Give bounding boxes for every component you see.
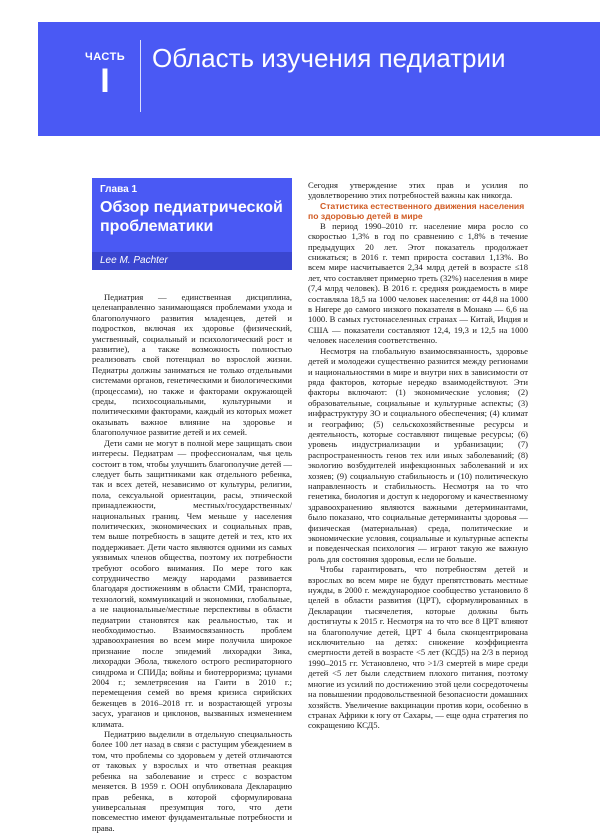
body-paragraph-continued: Сегодня утверждение этих прав и усилия по удовлетворению этих потребностей важны как никогда.: [308, 180, 528, 201]
chapter-author: Lee M. Pachter: [100, 255, 168, 266]
chapter-number: Глава 1: [100, 184, 138, 195]
right-column: [308, 180, 528, 731]
chapter-title: Обзор педиатрической проблематики: [100, 199, 283, 235]
part-number: I: [100, 62, 110, 100]
banner-divider: [140, 40, 141, 112]
part-title: Область изучения педиатрии: [152, 43, 506, 73]
body-paragraph: Несмотря на глобальную взаимосвязанность, здоровье детей и молодежи существенно разнится между регионами и национальностями в мире и внутри них в зависимости от ряда факторов, которые нередко взаимодействуют. Эти факторы включают: (1) экономические условия; (2) образовательные, социальные и культурные аспекты; (3) инфраструктуру ЗО и социального обеспечения; (4) климат и географию; (5) сельскохозяйственные ресурсы и деятельность, которые составляют пищевые ресурсы; (6) уровень индустриализации и урбанизации; (7) распространенность генов тех или иных заболеваний; (8) экологию возбудителей инфекционных заболеваний и их хозяев; (9) социальную стабильность и (10) политическую направленность и стабильность. Несмотря на то что генетика, биология и доступ к недорогому и качественному здравоохранению являются важными детерминантами, было показано, что социальные детерминанты здоровья — физическая (материальная) среда, политические и экономические условия, социальные и культурные аспекты и поведенческая психология — играют такую же важную роль для состояния здоровья, если не больше.: [308, 345, 528, 564]
section-heading: Статистика естественного движения населения по здоровью детей в мире: [308, 200, 525, 221]
body-paragraph: Педиатрию выделили в отдельную специальность более 100 лет назад в связи с растущим убеждением в том, что проблемы со здоровьем у детей отличаются от таковых у взрослых и что ответная реакция ребенка на заболевание и стресс с возрастом меняется. В 1959 г. ООН опубликовала Декларацию прав ребенка, в которой сформулирована универсальная презумпция того, что дети повсеместно имеют фундаментальные потребности и права.: [92, 729, 292, 833]
part-label: ЧАСТЬ: [85, 51, 126, 63]
chapter-author-bar: [92, 252, 292, 270]
left-column: [92, 292, 292, 833]
body-paragraph: В период 1990–2010 гг. население мира росло со скоростью 1,3% в год по сравнению с 1,8% в течение предыдущих 20 лет. Этот показатель продолжает снижаться; в 2016 г. темп прироста составил 1,13%. Во всем мире насчитывается 2,34 млрд детей в возрасте ≤18 лет, что составляет примерно треть (32%) населения в мире (7,4 млрд человек). В 2016 г. средняя рождаемость в мире составляла 18,5 на 1000 человек населения: от 44,8 на 1000 в Нигере до самого низкого показателя в Монако — 6,6 на 1000. В самых густонаселенных странах — Китай, Индия и США — показатели составляют 12,4, 19,3 и 12,5 на 1000 человек населения соответственно.: [308, 220, 528, 346]
body-paragraph: Педиатрия — единственная дисциплина, целенаправленно занимающаяся проблемами ухода и благополучного развития младенцев, детей и подростков, включая их здоровье (физический, умственный, социальный и психологический рост и развитие), а также возможность полностью реализовать свой потенциал во взрослой жизни. Педиатры должны заниматься не только отдельными системами органов, генетическими и биологическими (процессами), но также и факторами окружающей среды, психосоциальными, культурными и политическими факторами, каждый из которых может оказывать важное влияние на здоровье и благополучное развитие детей и их семей.: [92, 292, 292, 438]
body-paragraph: Дети сами не могут в полной мере защищать свои интересы. Педиатрам — профессионалам, чья цель состоит в том, чтобы улучшить благополучие детей — следует быть защитниками как отдельного ребенка, так и всех детей, независимо от культуры, религии, пола, сексуальной ориентации, расы, этнической принадлежности, местных/государственных/национальных границ. Чем меньше у населения политических, экономических и социальных прав, тем выше потребность в защите детей и тех, кто их поддерживает. Дети часто являются одними из самых уязвимых членов общества, поэтому их потребности требуют особого внимания. По мере того как сотрудничество между народами развивается благодаря достижениям в области СМИ, транспорта, технологий, коммуникаций и экономики, глобальные, а не национальные/местные перспективы в области педиатрии становятся как реальностью, так и необходимостью. Взаимосвязанность проблем здравоохранения во всем мире получила широкое признание после эпидемий лихорадки Зика, лихорадки Эбола, тяжелого острого респираторного синдрома и СПИДа; войны и биотерроризма; цунами 2004 г.; землетрясения на Гаити в 2010 г.; перемещения семей во время кризиса сирийских беженцев в 2016–2018 гг. и возрастающей угрозы засух, ураганов и циклонов, вызванных изменением климата.: [92, 437, 292, 729]
body-paragraph: Чтобы гарантировать, что потребностям детей и взрослых во всем мире не будут препятствовать местные нужды, в 2000 г. международное сообщество установило 8 целей в области развития (ЦРТ), сформулированных в Декларации тысячелетия, которые должны быть достигнуты к 2015 г. Несмотря на то что все 8 ЦРТ влияют на благополучие детей, ЦРТ 4 была сконцентрирована исключительно на детях: снижение коэффициента смертности детей в возрасте <5 лет (КСД5) на 2/3 в период 1990–2015 гг. Установлено, что >1/3 смертей в мире среди детей <5 лет были следствием плохого питания, поэтому многие из усилий по достижению этой цели сосредоточены на повышении продовольственной безопасности домашних хозяйств. Увеличение вакцинации против кори, особенно в странах Африки к югу от Сахары, — еще одна стратегия по сокращению КСД5.: [308, 564, 528, 731]
